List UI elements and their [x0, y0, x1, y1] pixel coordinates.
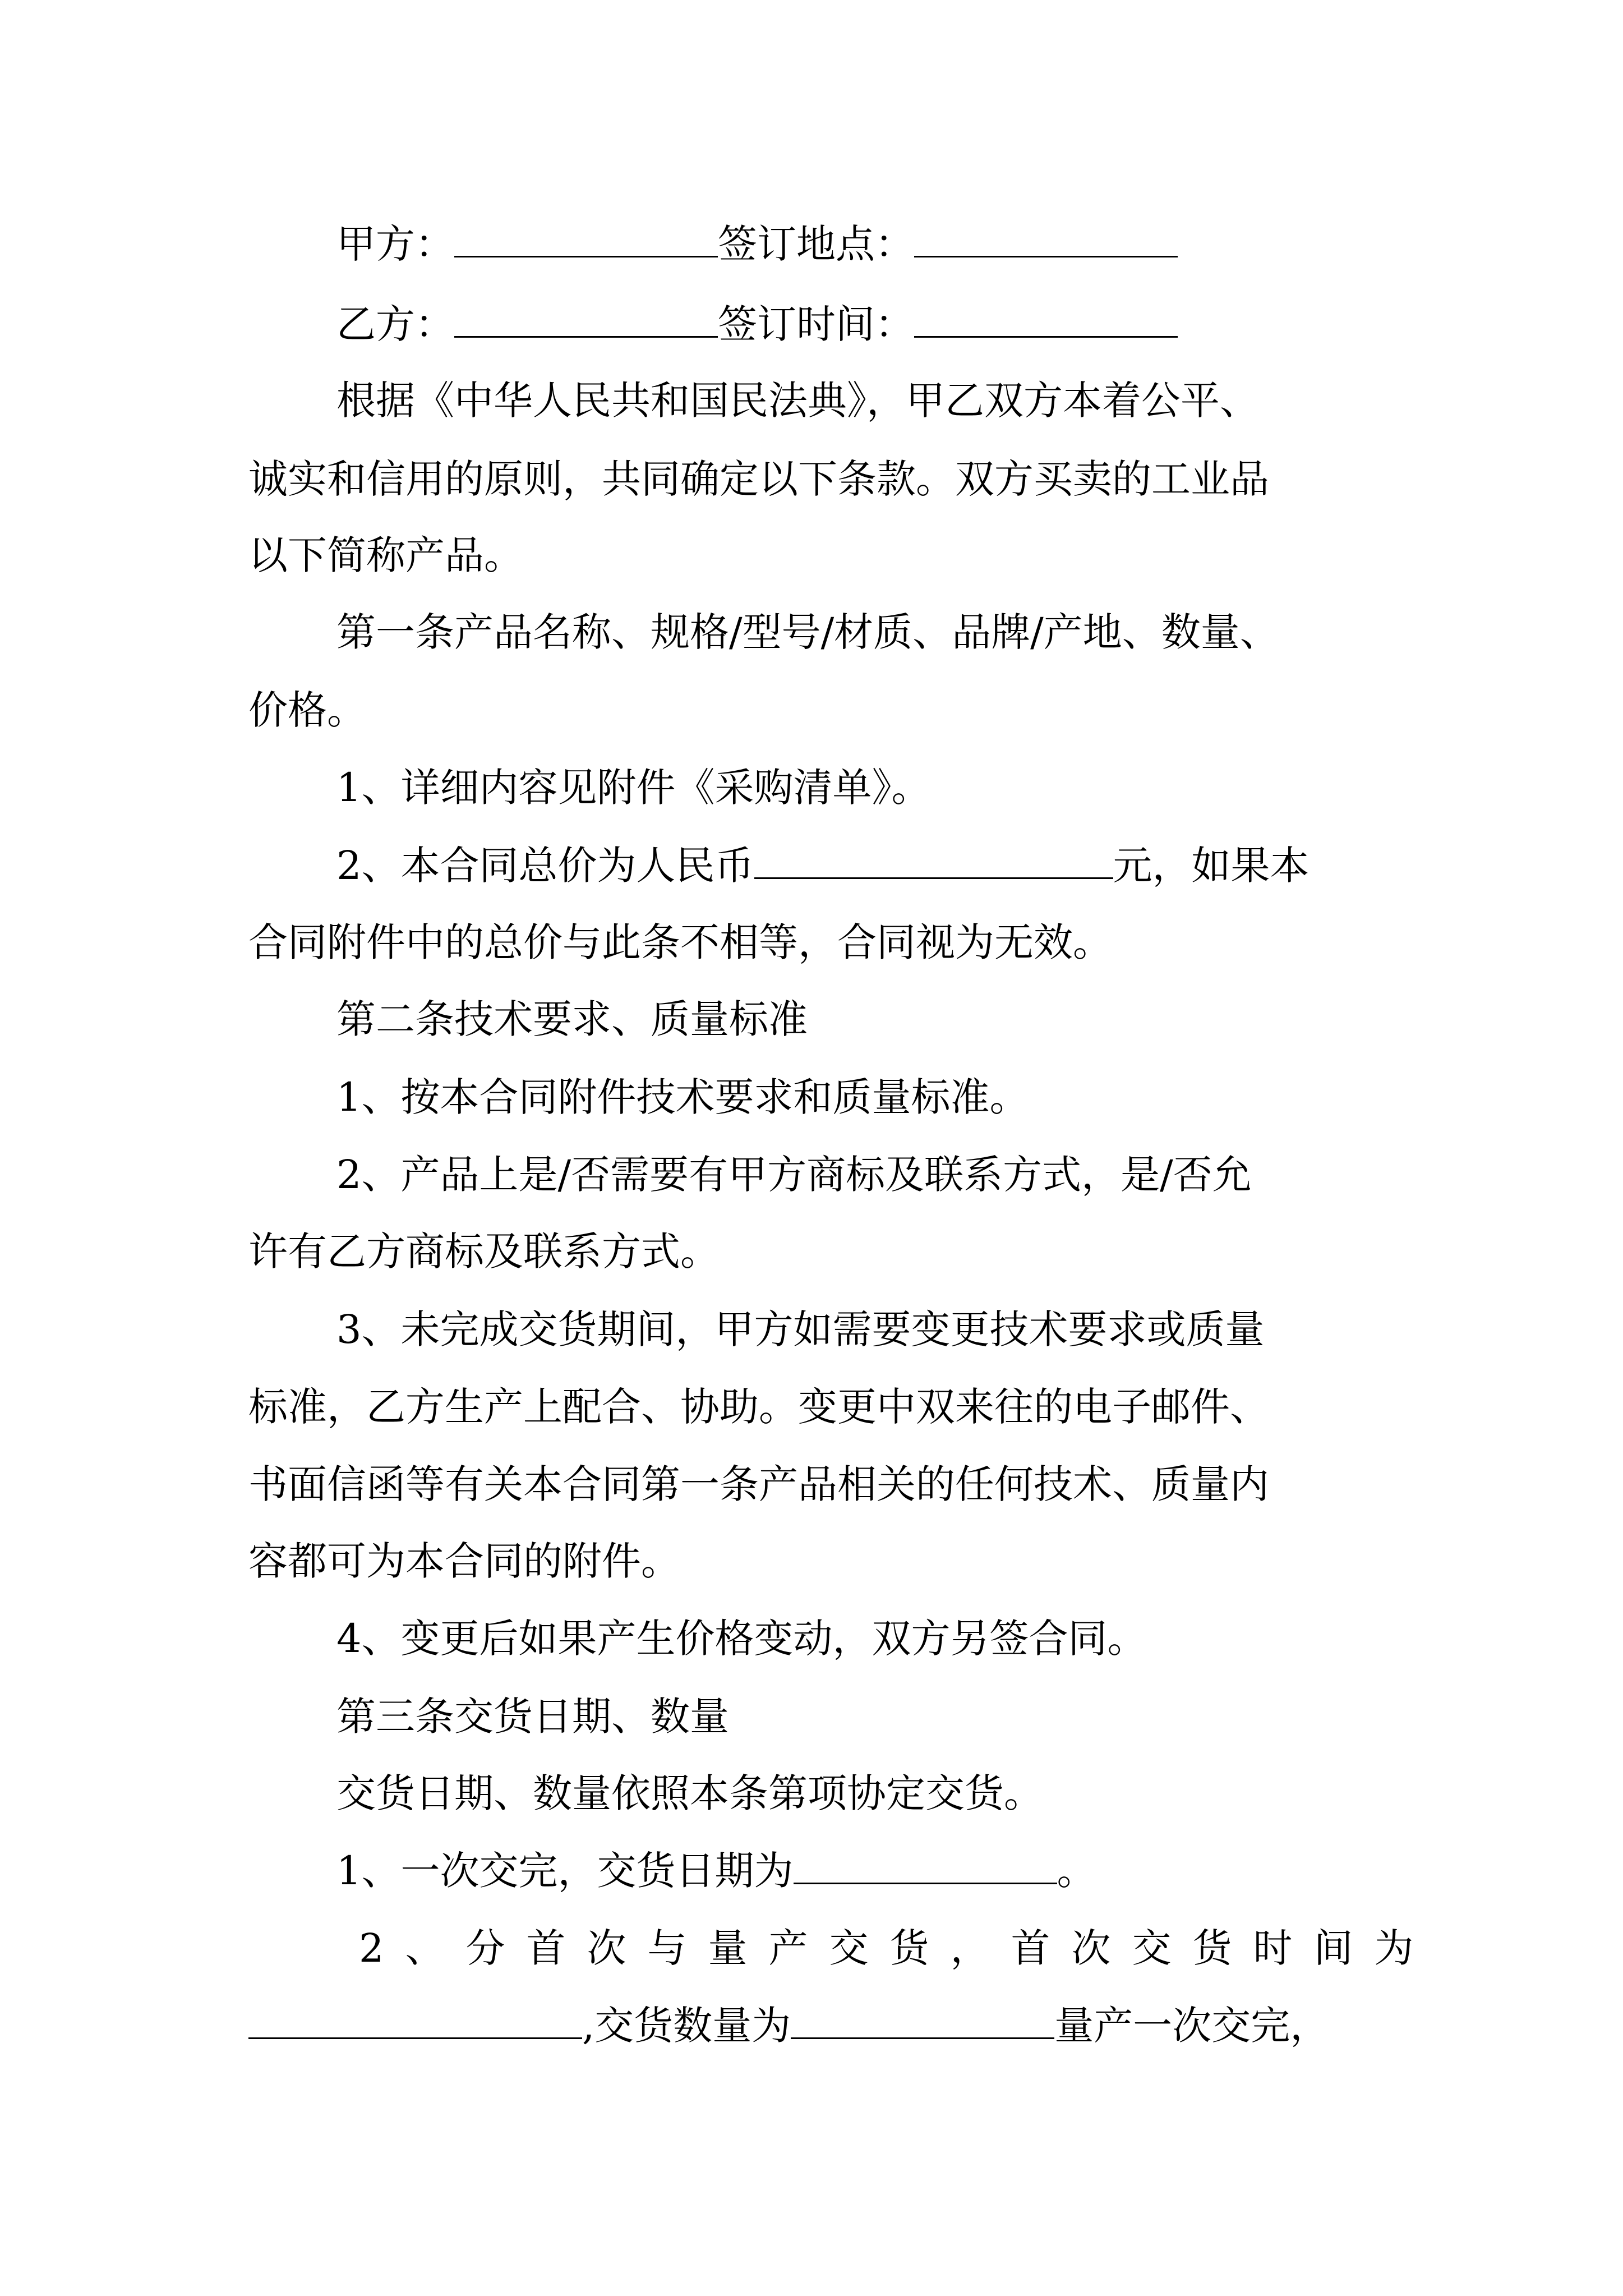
- delivery-date-blank[interactable]: [794, 1843, 1057, 1884]
- article1-title-line-2: 价格。: [248, 687, 366, 733]
- article1-title-line-1: 第一条产品名称、规格/型号/材质、品牌/产地、数量、: [336, 609, 1279, 655]
- delivery-quantity-blank[interactable]: [791, 1998, 1054, 2039]
- article1-item2-suffix: 元，如果本: [1113, 843, 1310, 889]
- article2-item3-line-4: 容都可为本合同的附件。: [248, 1538, 680, 1584]
- article1-item2-line-1: [336, 838, 1310, 894]
- sign-place-label: 签订地点：: [718, 221, 914, 267]
- article2-item3-line-2: 标准，乙方生产上配合、协助。变更中双来往的电子邮件、: [248, 1384, 1269, 1430]
- sign-time-label: 签订时间：: [718, 301, 914, 347]
- article3-item2-mid: ,交货数量为: [582, 2003, 791, 2049]
- article2-item2-line-2: 许有乙方商标及联系方式。: [248, 1228, 720, 1274]
- party-a-row: [336, 216, 1178, 272]
- party-b-label: 乙方：: [336, 301, 454, 347]
- sign-time-blank[interactable]: [914, 297, 1178, 338]
- party-a-label: 甲方：: [336, 221, 454, 267]
- article2-item4: 4、变更后如果产生价格变动，双方另签合同。: [336, 1616, 1147, 1662]
- article3-desc: 交货日期、数量依照本条第项协定交货。: [336, 1770, 1043, 1816]
- article2-item2-line-1: 2、产品上是/否需要有甲方商标及联系方式，是/否允: [336, 1152, 1252, 1198]
- article2-title: 第二条技术要求、质量标准: [336, 996, 808, 1042]
- sign-place-blank[interactable]: [914, 217, 1178, 257]
- article2-item3-line-3: 书面信函等有关本合同第一条产品相关的任何技术、质量内: [248, 1461, 1269, 1507]
- intro-line-3: 以下简称产品。: [248, 532, 523, 578]
- article2-item3-line-1: 3、未完成交货期间，甲方如需要变更技术要求或质量: [336, 1306, 1265, 1352]
- party-b-blank[interactable]: [454, 297, 718, 338]
- article1-item1: 1、详细内容见附件《采购清单》。: [336, 765, 931, 811]
- article3-item2-line-2: [248, 1998, 1329, 2054]
- article3-item1-prefix: 1、一次交完，交货日期为: [336, 1848, 794, 1894]
- article3-title: 第三条交货日期、数量: [336, 1694, 729, 1740]
- intro-line-2: 诚实和信用的原则，共同确定以下条款。双方买卖的工业品: [248, 456, 1269, 502]
- party-b-row: [336, 296, 1178, 352]
- article1-item2-line-2: 合同附件中的总价与此条不相等，合同视为无效。: [248, 919, 1112, 965]
- article2-item1: 1、按本合同附件技术要求和质量标准。: [336, 1074, 1029, 1120]
- article3-item2-suffix: 量产一次交完，: [1054, 2003, 1330, 2049]
- first-delivery-time-blank[interactable]: [248, 1998, 582, 2039]
- article3-item2-line-1: 2、分首次与量产交货，首次交货时间为: [359, 1925, 1435, 1971]
- intro-line-1: 根据《中华人民共和国民法典》，甲乙双方本着公平、: [336, 378, 1259, 424]
- party-a-blank[interactable]: [454, 217, 718, 257]
- total-price-blank[interactable]: [754, 838, 1113, 879]
- article3-item1: [336, 1843, 1096, 1899]
- article1-item2-prefix: 2、本合同总价为人民币: [336, 843, 754, 889]
- article3-item1-suffix: 。: [1057, 1848, 1096, 1894]
